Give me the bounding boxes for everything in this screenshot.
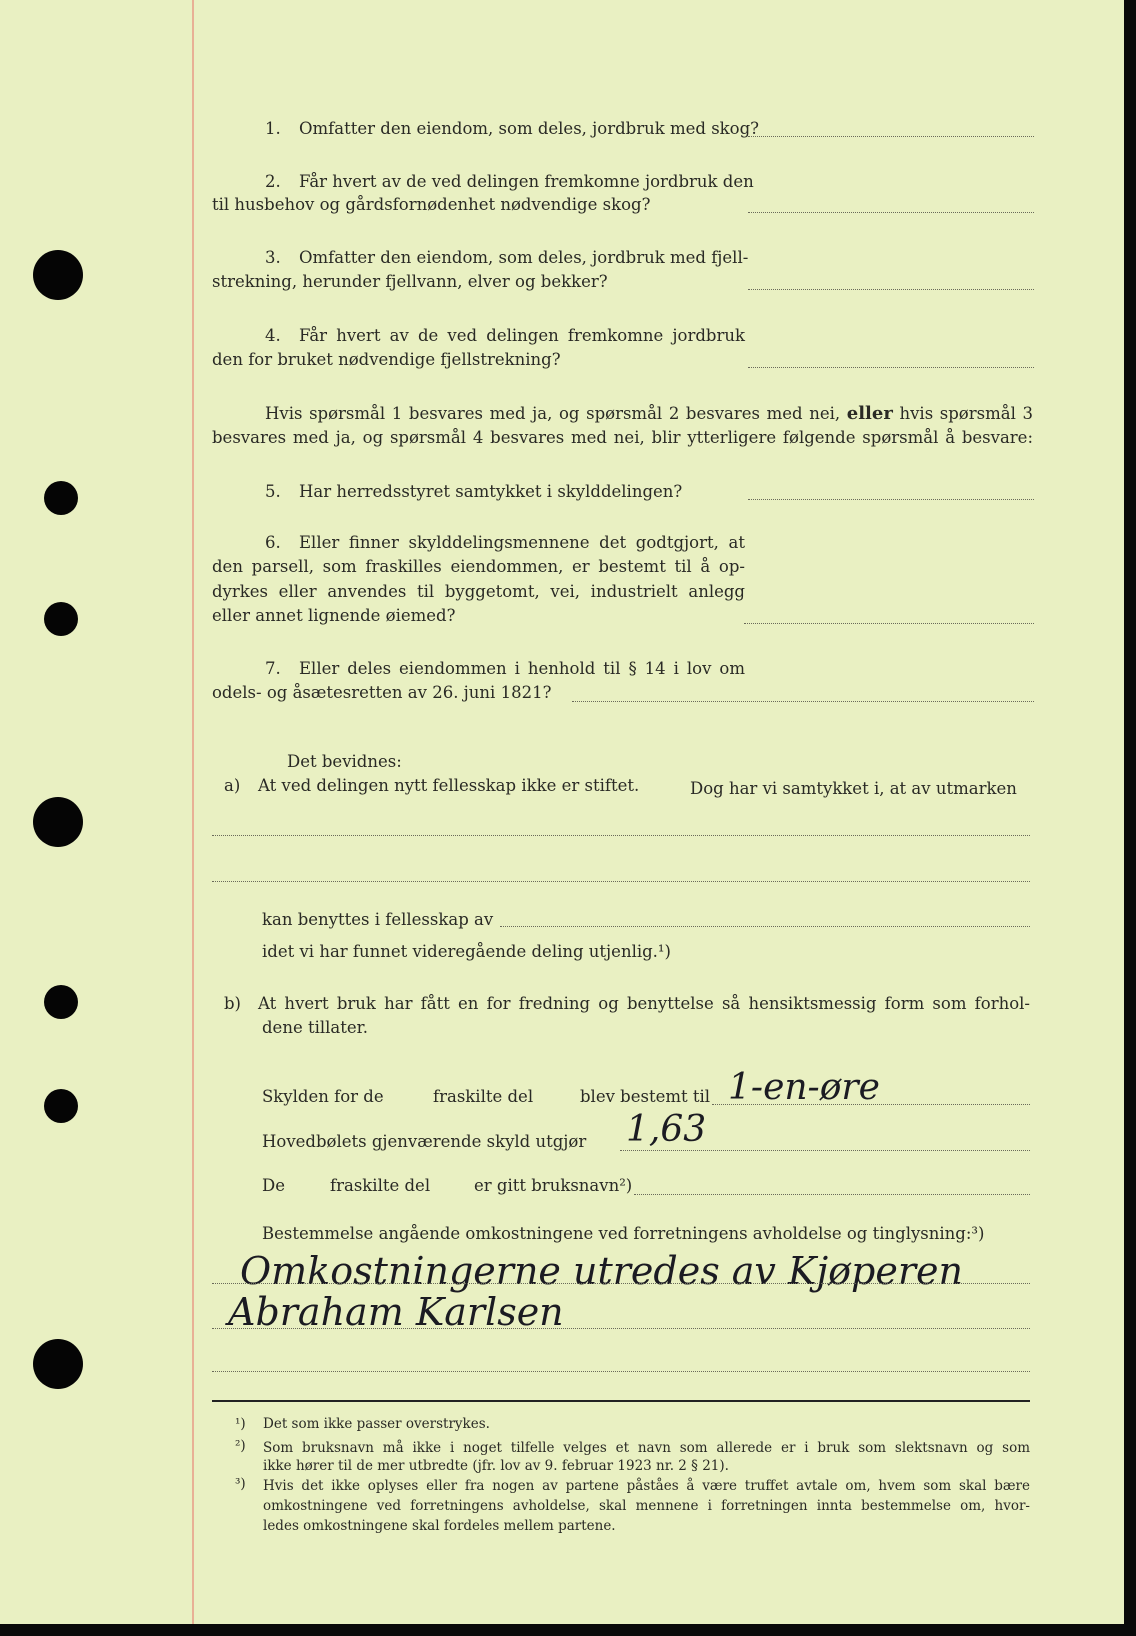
punch-hole [33,1339,83,1389]
punch-hole [44,985,78,1019]
footnote-text: ikke hører til de mer utbredte (jfr. lov av 9. februar 1923 nr. 2 § 21). [263,1458,729,1474]
item-label-a: a) [224,776,241,795]
question-text: strekning, herunder fjellvann, elver og bekker? [212,272,608,291]
question-text: dyrkes eller anvendes til byggetomt, vei, industrielt anlegg [212,582,745,601]
question-text: den for bruket nødvendige fjellstrekning? [212,350,561,369]
skylden-label: blev bestemt til [580,1087,711,1106]
margin-line [192,0,194,1624]
footnote-text: omkostningene ved forretningens avholdelse, skal mennene i forretningen innta bestemmelse om, hvor- [263,1498,1030,1514]
question-text: Eller deles eiendommen i henhold til § 14 i lov om [299,659,745,678]
footnote-mark: ¹) [235,1416,246,1432]
handwritten-text: Abraham Karlsen [228,1290,564,1334]
question-text: Omfatter den eiendom, som deles, jordbruk med skog? [299,119,760,138]
question-text: Eller finner skylddelingsmennene det godtgjort, at [299,533,745,552]
bestemmelse-label: Bestemmelse angående omkostningene ved forretningens avholdelse og tinglysning:³) [262,1224,985,1243]
condition-paragraph [265,405,1033,423]
question-number: 1. [265,119,281,138]
footnote-text: Hvis det ikke oplyses eller fra nogen av partene påståes å være truffet avtale om, hvem som skal bære [263,1478,1030,1494]
answer-line [748,136,1034,137]
fellesskap-label: kan benyttes i fellesskap av [262,910,494,929]
punch-hole [44,1089,78,1123]
question-number: 5. [265,482,281,501]
scan-border [1124,0,1136,1636]
question-text: Har herredsstyret samtykket i skylddelingen? [299,482,683,501]
answer-line [572,701,1034,702]
handwritten-skyld: 1-en-øre [728,1067,880,1108]
skylden-label: Skylden for de [262,1087,384,1106]
certification-heading: Det bevidnes: [287,752,402,771]
answer-line [748,289,1034,290]
question-text: Får hvert av de ved delingen fremkomne jordbruk [299,326,745,345]
fill-line [620,1150,1030,1151]
punch-hole [33,250,83,300]
question-text: Omfatter den eiendom, som deles, jordbruk med fjell- [299,248,749,267]
question-number: 4. [265,326,281,345]
answer-line [748,212,1034,213]
answer-line [748,499,1034,500]
condition-text: Hvis spørsmål 1 besvares med ja, og spørsmål 2 besvares med nei, [265,404,841,423]
condition-emphasis: eller [846,403,893,424]
certification-text: Dog har vi samtykket i, at av utmarken [690,779,1017,798]
fraskilte-label: fraskilte del [330,1176,431,1195]
scan-border [0,1624,1136,1636]
fill-line [212,1328,1030,1329]
question-number: 7. [265,659,281,678]
fill-line [634,1194,1030,1195]
question-number: 2. [265,172,281,191]
skylden-label: fraskilte del [433,1087,534,1106]
item-label-b: b) [224,994,241,1013]
de-label: De [262,1176,285,1195]
footnote-rule [212,1400,1030,1402]
question-number: 6. [265,533,281,552]
question-text: odels- og åsætesretten av 26. juni 1821? [212,683,552,702]
punch-hole [44,602,78,636]
fill-line [212,1371,1030,1372]
question-text: til husbehov og gårdsfornødenhet nødvendige skog? [212,195,651,214]
footnote-text: Det som ikke passer overstrykes. [263,1416,490,1432]
answer-line [748,367,1034,368]
punch-hole [44,481,78,515]
footnote-mark: ²) [235,1438,246,1454]
answer-line [744,623,1034,624]
question-number: 3. [265,248,281,267]
question-text: den parsell, som fraskilles eiendommen, er bestemt til å op- [212,557,745,576]
handwritten-text: Omkostningerne utredes av Kjøperen [240,1249,963,1293]
handwritten-skyld: 1,63 [626,1109,707,1150]
bruksnavn-label: er gitt bruksnavn²) [474,1176,633,1195]
certification-text: idet vi har funnet videregående deling utjenlig.¹) [262,942,671,961]
footnote-mark: ³) [235,1476,246,1492]
footnote-text: Som bruksnavn må ikke i noget tilfelle velges et navn som allerede er i bruk som slektsnavn og som [263,1440,1030,1456]
fill-line [212,835,1030,836]
question-text: eller annet lignende øiemed? [212,606,456,625]
fill-line [500,926,1030,927]
condition-text: hvis spørsmål 3 [899,404,1033,423]
hovedbol-label: Hovedbølets gjenværende skyld utgjør [262,1132,587,1151]
question-text: Får hvert av de ved delingen fremkomne jordbruk den [299,172,754,191]
certification-text: At ved delingen nytt fellesskap ikke er stiftet. [258,776,640,795]
certification-text: At hvert bruk har fått en for fredning og benyttelse så hensiktsmessig form som forhol- [258,994,1030,1013]
condition-text: besvares med ja, og spørsmål 4 besvares med nei, blir ytterligere følgende spørsmål å besvare: [212,428,1033,447]
fill-line [212,1283,1030,1284]
punch-hole [33,797,83,847]
fill-line [212,881,1030,882]
certification-text: dene tillater. [262,1018,368,1037]
footnote-text: ledes omkostningene skal fordeles mellem partene. [263,1518,616,1534]
